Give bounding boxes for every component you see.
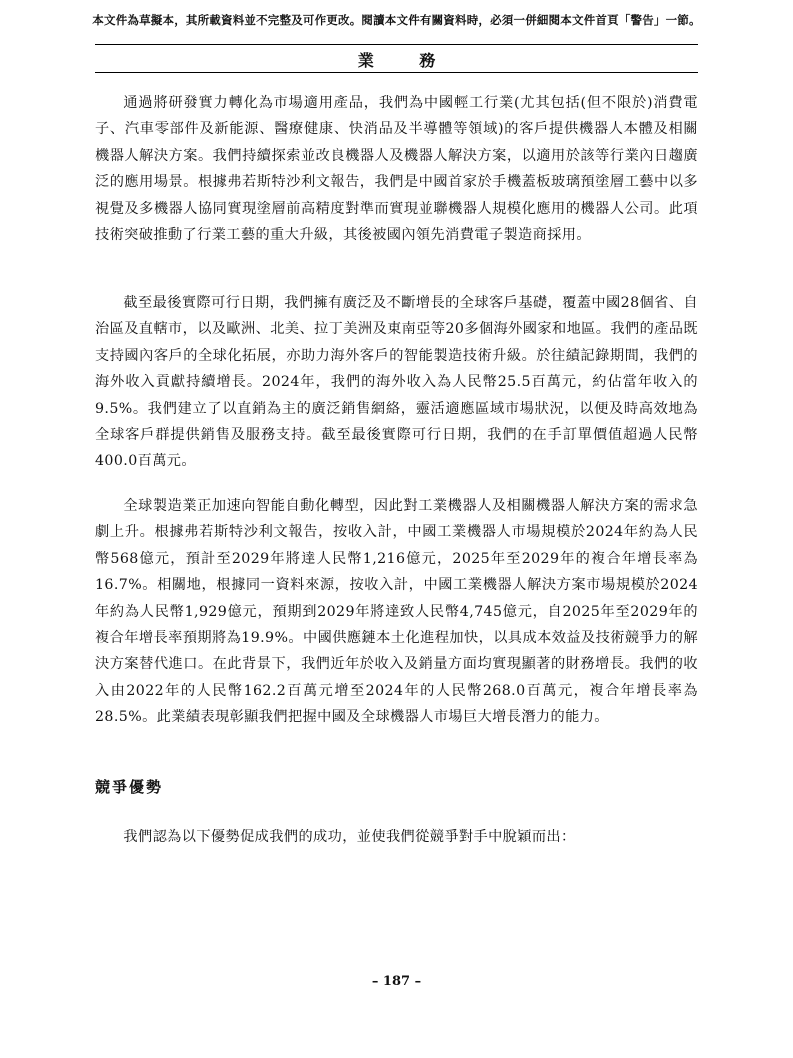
header-top-rule [95,44,698,45]
paragraph-market-growth: 全球製造業正加速向智能自動化轉型，因此對工業機器人及相關機器人解決方案的需求急劇上升。根據弗若斯特沙利文報告，按收入計，中國工業機器人市場規模於2024年約為人民幣568億元，預計至2029年將達人民幣1,216億元，2025年至2029年的複合年增長率為16.7%。相關地，根據同一資料來源，按收入計，中國工業機器人解決方案市場規模於2024年約為人民幣1,929億元，預期到2029年將達致人民幣4,745億元，自2025年至2029年的複合年增長率預期將為19.9%。中國供應鏈本土化進程加快，以具成本效益及技術競爭力的解決方案替代進口。在此背景下，我們近年於收入及銷量方面均實現顯著的財務增長。我們的收入由2022年的人民幣162.2百萬元增至2024年的人民幣268.0百萬元，複合年增長率為28.5%。此業績表現彰顯我們把握中國及全球機器人市場巨大增長潛力的能力。 [95,498,698,726]
section-title: 業 務 [357,51,456,70]
competitive-strengths-heading: 競爭優勢 [95,778,164,796]
paragraph-strengths-intro: 我們認為以下優勢促成我們的成功，並使我們從競爭對手中脫穎而出： [123,829,576,845]
page-number: – 187 – [371,974,422,989]
header-bottom-rule [95,72,698,73]
paragraph-global-customers: 截至最後實際可行日期，我們擁有廣泛及不斷增長的全球客戶基礎，覆蓋中國28個省、自治區及直轄市，以及歐洲、北美、拉丁美洲及東南亞等20多個海外國家和地區。我們的產品既支持國內客戶的全球化拓展，亦助力海外客戶的智能製造技術升級。於往績記錄期間，我們的海外收入貢獻持續增長。2024年，我們的海外收入為人民幣25.5百萬元，約佔當年收入的9.5%。我們建立了以直銷為主的廣泛銷售網絡，靈活適應區域市場狀況，以便及時高效地為全球客戶群提供銷售及服務支持。截至最後實際可行日期，我們的在手訂單價值超過人民幣400.0百萬元。 [95,295,698,470]
paragraph-business-overview: 通過將研發實力轉化為市場適用產品，我們為中國輕工行業(尤其包括(但不限於)消費電子、汽車零部件及新能源、醫療健康、快消品及半導體等領域)的客戶提供機器人本體及相關機器人解決方案。我們持續探索並改良機器人及機器人解決方案，以適用於該等行業內日趨廣泛的應用場景。根據弗若斯特沙利文報告，我們是中國首家於手機蓋板玻璃預塗層工藝中以多視覺及多機器人協同實現塗層前高精度對準而實現並聯機器人規模化應用的機器人公司。此項技術突破推動了行業工藝的重大升級，其後被國內領先消費電子製造商採用。 [95,95,698,244]
draft-disclaimer: 本文件為草擬本，其所載資料並不完整及可作更改。閱讀本文件有關資料時，必須一併細閱本文件首頁「警告」一節。 [92,13,701,27]
